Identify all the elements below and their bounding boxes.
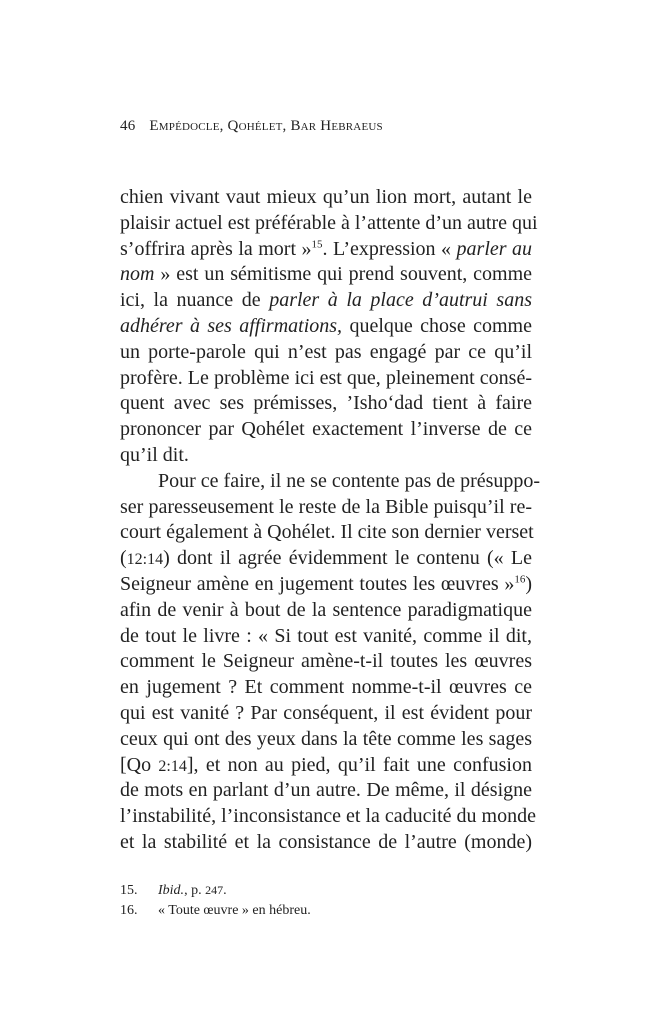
verse-ref: 2:14 — [158, 757, 187, 775]
text-line — [120, 804, 536, 830]
text-span: quent avec ses prémisses, ’Isho‘dad tient à faire — [120, 392, 532, 415]
text-span: prononcer par Qohélet exactement l’inverse de ce — [120, 418, 532, 441]
footnote-number: 15. — [120, 883, 138, 898]
text-line — [120, 546, 532, 572]
text-span: ceux qui ont des yeux dans la tête comme les sages — [120, 727, 532, 750]
text-line — [120, 314, 532, 340]
body-text — [120, 185, 541, 856]
text-line — [120, 778, 532, 804]
footnote-ref-16: 16 — [514, 573, 526, 586]
text-span: s’offrira après la mort » — [120, 237, 312, 260]
italic-span: adhérer à ses affirmations, — [120, 314, 343, 337]
italic-span: parler à la place d’autrui sans — [269, 289, 532, 312]
text-span: » est un sémitisme qui prend souvent, comme — [154, 263, 532, 286]
text-span: . L’expression « — [322, 237, 457, 260]
text-line — [120, 727, 532, 753]
text-line — [120, 288, 532, 314]
italic-span: nom — [120, 263, 155, 286]
page-number: 46 — [120, 118, 136, 134]
text-span: ser paresseusement le reste de la Bible puisqu’il re- — [120, 495, 532, 518]
text-span: qui est vanité ? Par conséquent, il est évident pour — [120, 701, 532, 724]
footnotes — [120, 880, 532, 921]
text-span: quelque chose comme — [342, 314, 532, 337]
footnote-number: 16. — [120, 903, 138, 918]
text-span: ) — [525, 572, 532, 595]
footnote-16 — [120, 901, 532, 921]
text-span: [Qo — [120, 753, 159, 776]
text-span: comment le Seigneur amène-t-il toutes les œuvres — [120, 650, 532, 673]
text-line — [120, 675, 532, 701]
text-span: ( — [120, 547, 127, 570]
text-line — [120, 701, 532, 727]
text-span: qu’il dit. — [120, 443, 189, 466]
text-span: et la stabilité et la consistance de l’autre (monde) — [120, 830, 532, 853]
text-line — [120, 649, 532, 675]
text-line — [120, 598, 532, 624]
verse-ref: 12:14 — [126, 551, 164, 569]
text-span: ici, la nuance de — [120, 289, 270, 312]
footnote-text: . — [223, 883, 227, 898]
text-span: ], et non au pied, qu’il fait une confusion — [186, 753, 532, 776]
text-line — [120, 340, 532, 366]
text-span: de tout le livre : « Si tout est vanité, comme il dit, — [120, 624, 532, 647]
text-line — [120, 753, 532, 779]
text-span: en jugement ? Et comment nomme-t-il œuvres ce — [120, 676, 532, 699]
text-line — [120, 520, 532, 546]
italic-span: parler au — [456, 237, 533, 260]
footnote-15 — [120, 880, 532, 901]
footnote-ref-15: 15 — [311, 237, 323, 250]
text-span: plaisir actuel est préférable à l’attente d’un autre qui — [120, 211, 538, 234]
text-line — [120, 417, 532, 443]
text-span: afin de venir à bout de la sentence paradigmatique — [120, 598, 532, 621]
text-line — [120, 211, 538, 237]
footnote-text: « Toute œuvre » en hébreu. — [158, 903, 311, 918]
text-line — [120, 443, 532, 469]
text-span: chien vivant vaut mieux qu’un lion mort, autant le — [120, 186, 532, 208]
footnote-page: 247 — [205, 883, 224, 897]
text-line — [120, 262, 532, 288]
text-line — [120, 237, 532, 263]
text-span: court également à Qohélet. Il cite son dernier verset — [120, 521, 534, 544]
text-span: ) dont il agrée évidemment le contenu (« Le — [163, 547, 532, 570]
footnote-text: , p. — [184, 883, 206, 898]
text-line — [120, 185, 532, 211]
text-line — [120, 391, 532, 417]
text-span: Seigneur amène en jugement toutes les œuvres » — [120, 572, 515, 595]
italic-span: Ibid. — [158, 883, 185, 898]
text-line — [120, 495, 532, 521]
text-line — [120, 624, 532, 650]
running-title: Empédocle, Qohélet, Bar Hebraeus — [149, 118, 383, 134]
running-head — [120, 118, 383, 135]
text-span: profère. Le problème ici est que, pleinement consé- — [120, 366, 532, 389]
text-span: un porte-parole qui n’est pas engagé par ce qu’il — [120, 340, 532, 363]
text-span: de mots en parlant d’un autre. De même, il désigne — [120, 779, 532, 802]
text-line — [120, 469, 541, 495]
text-line — [120, 366, 532, 392]
text-span: l’instabilité, l’inconsistance et la caducité du monde — [120, 805, 536, 828]
text-span: Pour ce faire, il ne se contente pas de présuppo- — [158, 469, 541, 492]
text-line — [120, 830, 532, 856]
text-line — [120, 572, 532, 598]
